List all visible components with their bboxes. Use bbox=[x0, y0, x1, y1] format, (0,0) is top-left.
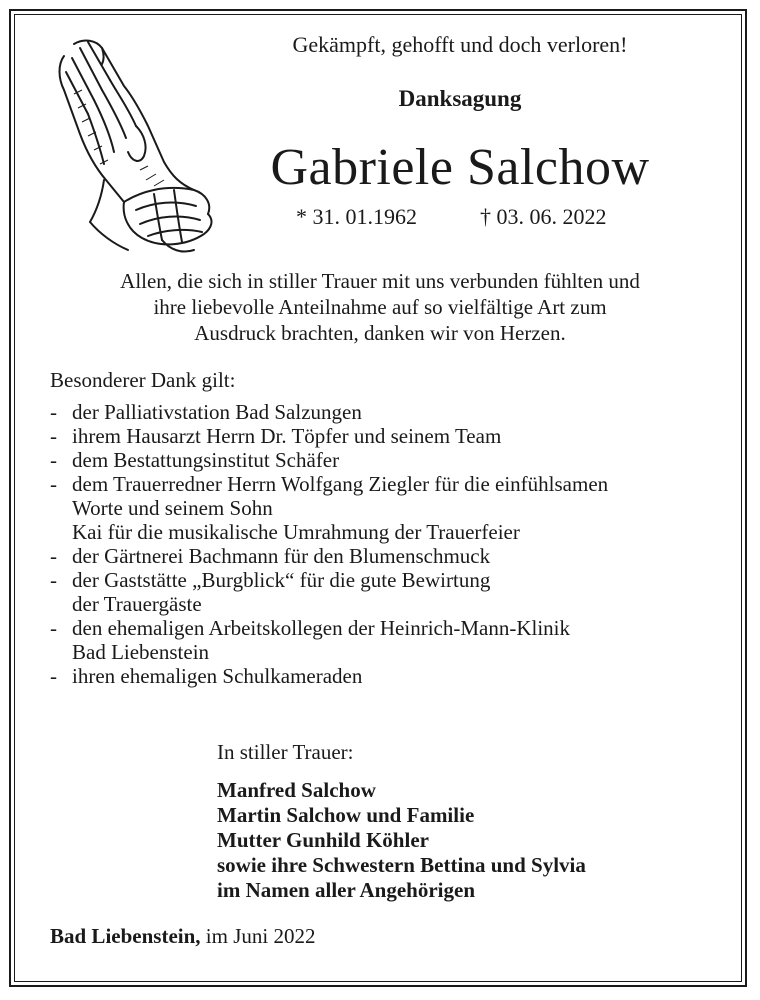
list-item bbox=[50, 568, 730, 616]
list-item bbox=[50, 448, 730, 472]
list-item-text: den ehemaligen Arbeitskollegen der Heinrich-Mann-Klinik bbox=[72, 616, 571, 640]
thanks-line: ihre liebevolle Anteilnahme auf so vielfältige Art zum bbox=[153, 295, 607, 319]
list-dash: - bbox=[50, 616, 57, 640]
thanks-line: Allen, die sich in stiller Trauer mit uns verbunden fühlten und bbox=[120, 269, 640, 293]
list-dash: - bbox=[50, 664, 57, 688]
praying-hands-icon bbox=[44, 34, 226, 258]
list-item bbox=[50, 664, 730, 688]
list-item-text: Kai für die musikalische Umrahmung der Trauerfeier bbox=[72, 520, 520, 544]
list-dash: - bbox=[50, 400, 57, 424]
list-item-text: dem Bestattungsinstitut Schäfer bbox=[72, 448, 340, 472]
motto: Gekämpft, gehofft und doch verloren! bbox=[292, 32, 628, 57]
thanks-line: Ausdruck brachten, danken wir von Herzen. bbox=[194, 321, 566, 345]
list-item-text: Bad Liebenstein bbox=[72, 640, 210, 664]
list-item bbox=[50, 424, 730, 448]
place-date bbox=[50, 924, 315, 949]
thanks-list bbox=[50, 400, 730, 688]
birth-date: * 31. 01.1962 bbox=[296, 204, 417, 229]
heading: Danksagung bbox=[398, 86, 522, 111]
list-item-text: der Gärtnerei Bachmann für den Blumenschmuck bbox=[72, 544, 491, 568]
mourner: im Namen aller Angehörigen bbox=[217, 878, 476, 902]
mourners-list bbox=[217, 778, 586, 903]
list-item bbox=[50, 400, 730, 424]
list-item-text: der Trauergäste bbox=[72, 592, 202, 616]
death-date: † 03. 06. 2022 bbox=[480, 204, 607, 229]
special-thanks-heading: Besonderer Dank gilt: bbox=[50, 368, 236, 392]
list-dash: - bbox=[50, 568, 57, 592]
list-item-text: ihrem Hausarzt Herrn Dr. Töpfer und seinem Team bbox=[72, 424, 502, 448]
list-item bbox=[50, 472, 730, 544]
list-item bbox=[50, 616, 730, 664]
list-dash: - bbox=[50, 424, 57, 448]
list-item bbox=[50, 544, 730, 568]
mourning-label: In stiller Trauer: bbox=[217, 740, 354, 764]
list-item-text: der Gaststätte „Burgblick“ für die gute Bewirtung bbox=[72, 568, 491, 592]
list-dash: - bbox=[50, 448, 57, 472]
list-item-text: ihren ehemaligen Schulkameraden bbox=[72, 664, 363, 688]
list-item-text: dem Trauerredner Herrn Wolfgang Ziegler für die einfühlsamen bbox=[72, 472, 609, 496]
deceased-name: Gabriele Salchow bbox=[270, 139, 650, 196]
place: Bad Liebenstein, bbox=[50, 924, 201, 948]
mourner: Mutter Gunhild Köhler bbox=[217, 828, 429, 852]
list-dash: - bbox=[50, 472, 57, 496]
mourner: sowie ihre Schwestern Bettina und Sylvia bbox=[217, 853, 586, 877]
mourner: Manfred Salchow bbox=[217, 778, 376, 802]
list-item-text: Worte und seinem Sohn bbox=[72, 496, 273, 520]
list-item-text: der Palliativstation Bad Salzungen bbox=[72, 400, 362, 424]
list-dash: - bbox=[50, 544, 57, 568]
date: im Juni 2022 bbox=[205, 924, 316, 948]
mourner: Martin Salchow und Familie bbox=[217, 803, 475, 827]
thanks-paragraph bbox=[50, 268, 710, 346]
